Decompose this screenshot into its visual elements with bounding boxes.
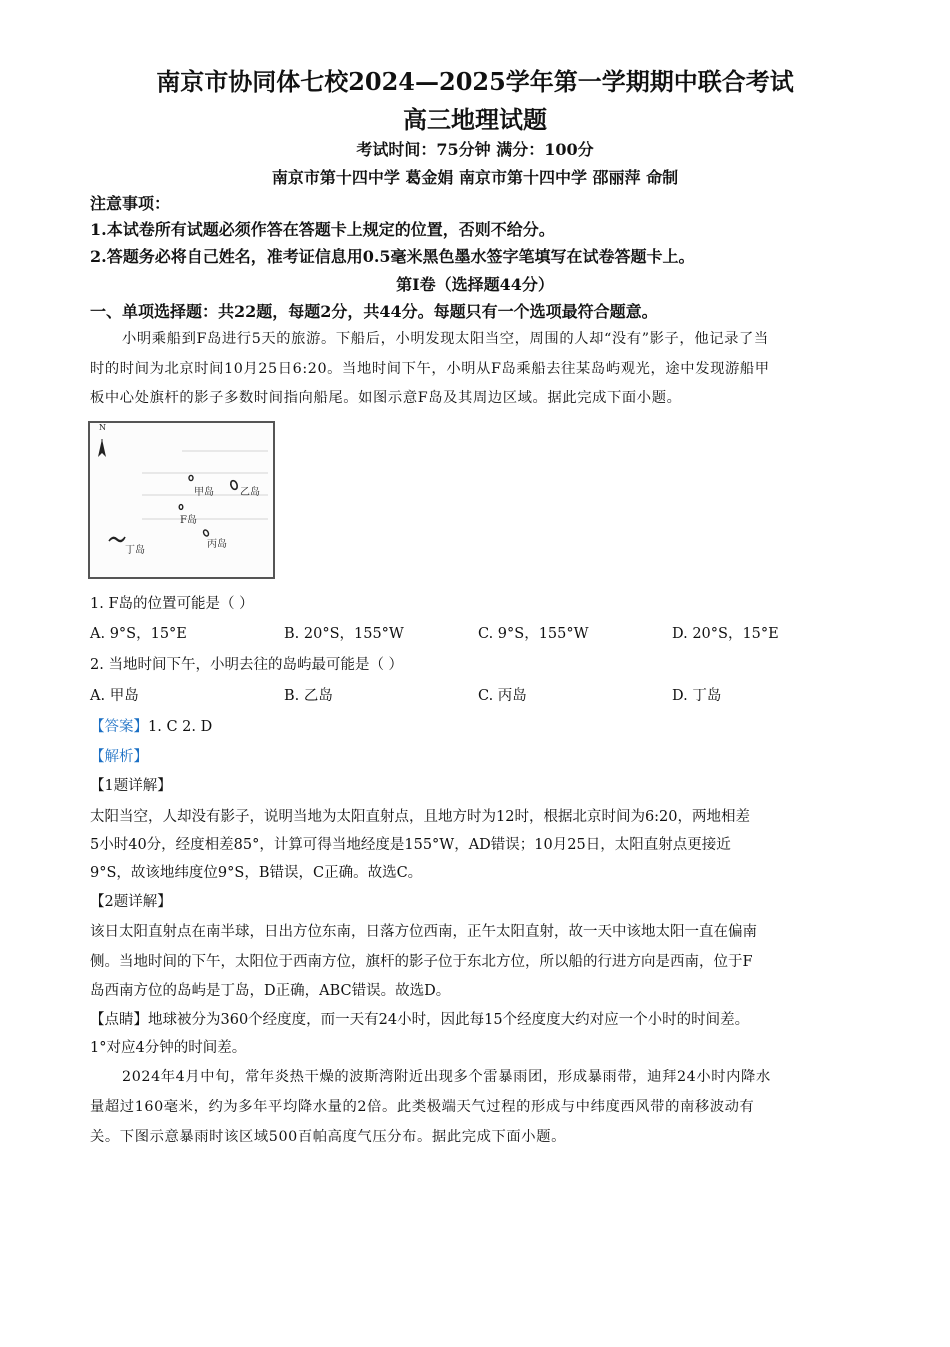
island-f-shape: [179, 505, 183, 510]
q1-stem: 1. F岛的位置可能是（ ）: [90, 596, 254, 612]
q2-stem: 2. 当地时间下午，小明去往的岛屿最可能是（ ）: [90, 657, 404, 673]
exam-authors: 南京市第十四中学 葛金娟 南京市第十四中学 邵丽萍 命制: [271, 168, 679, 187]
island-ding-shape: [109, 537, 125, 541]
detail2-line-2: 侧。当地时间的下午，太阳位于西南方位，旗杆的影子位于东北方位，所以船的行进方向是西南，位于F: [90, 954, 753, 970]
island-label-f: F岛: [180, 515, 197, 526]
q1-option-b: B. 20°S，155°W: [284, 626, 404, 642]
detail1-line-3: 9°S，故该地纬度位9°S，B错误，C正确。故选C。: [90, 865, 423, 881]
notice-item-1: 1.本试卷所有试题必须作答在答题卡上规定的位置，否则不给分。: [90, 220, 555, 239]
detail1-heading: 【1题详解】: [90, 778, 172, 794]
detail2-heading: 【2题详解】: [90, 894, 172, 910]
notice-heading: 注意事项：: [90, 194, 171, 213]
island-map-drawing: [90, 423, 273, 577]
q2-option-d: D. 丁岛: [672, 688, 722, 704]
exam-title: 南京市协同体七校2024—2025学年第一学期期中联合考试: [156, 67, 794, 96]
detail1-line-1: 太阳当空，人却没有影子，说明当地为太阳直射点，且地方时为12时，根据北京时间为6:20，两地相差: [90, 809, 751, 825]
north-arrow-icon: [98, 439, 106, 457]
island-yi-shape: [230, 480, 239, 491]
analysis-tag: 【解析】: [90, 749, 148, 765]
q1-option-a: A. 9°S，15°E: [90, 626, 187, 642]
tip-tag: 【点睛】: [90, 1012, 148, 1028]
detail2-line-1: 该日太阳直射点在南半球，日出方位东南，日落方位西南，正午太阳直射，故一天中该地太阳一直在偏南: [90, 924, 757, 940]
passage2-line-3: 关。下图示意暴雨时该区域500百帕高度气压分布。据此完成下面小题。: [90, 1129, 566, 1145]
volume-title: 第Ⅰ卷（选择题44分）: [396, 275, 554, 294]
q1-option-d: D. 20°S，15°E: [672, 626, 779, 642]
island-label-yi: 乙岛: [240, 487, 260, 498]
tip-line-1: [90, 1008, 749, 1029]
island-map-figure: [88, 421, 275, 579]
island-label-ding: 丁岛: [125, 545, 145, 556]
detail1-line-2: 5小时40分，经度相差85°，计算可得当地经度是155°W，AD错误；10月25日，太阳直射点更接近: [90, 837, 731, 853]
passage1-line-1: 小明乘船到F岛进行5天的旅游。下船后，小明发现太阳当空，周围的人却“没有”影子，他记录了当: [122, 331, 769, 347]
part-title: 一、单项选择题：共22题，每题2分，共44分。每题只有一个选项最符合题意。: [90, 302, 658, 321]
passage1-line-2: 时的时间为北京时间10月25日6:20。当地时间下午，小明从F岛乘船去往某岛屿观光，途中发现游船甲: [90, 361, 770, 377]
notice-item-2: 2.答题务必将自己姓名，准考证信息用0.5毫米黑色墨水签字笔填写在试卷答题卡上。: [90, 247, 695, 266]
exam-info: 考试时间：75分钟 满分：100分: [356, 140, 594, 159]
q1-option-c: C. 9°S，155°W: [478, 626, 589, 642]
q2-option-b: B. 乙岛: [284, 688, 333, 704]
tip-text-1: 地球被分为360个经度度，而一天有24小时，因此每15个经度度大约对应一个小时的时间差。: [148, 1012, 750, 1028]
passage2-line-2: 量超过160毫米，约为多年平均降水量的2倍。此类极端天气过程的形成与中纬度西风带的南移波动有: [90, 1099, 755, 1115]
passage1-line-3: 板中心处旗杆的影子多数时间指向船尾。如图示意F岛及其周边区域。据此完成下面小题。: [90, 390, 682, 406]
answer-text: 1. C 2. D: [148, 719, 213, 735]
detail2-line-3: 岛西南方位的岛屿是丁岛，D正确，ABC错误。故选D。: [90, 983, 451, 999]
island-label-bing: 丙岛: [207, 539, 227, 550]
island-label-jia: 甲岛: [194, 487, 214, 498]
q2-option-c: C. 丙岛: [478, 688, 527, 704]
answer-line: [90, 715, 212, 736]
exam-subject-title: 高三地理试题: [403, 105, 547, 134]
tip-line-2: 1°对应4分钟的时间差。: [90, 1040, 247, 1056]
passage2-line-1: 2024年4月中旬，常年炎热干燥的波斯湾附近出现多个雷暴雨团，形成暴雨带，迪拜24小时内降水: [122, 1069, 771, 1085]
answer-tag: 【答案】: [90, 719, 148, 735]
north-label: N: [99, 423, 106, 432]
island-jia-shape: [189, 475, 193, 480]
q2-option-a: A. 甲岛: [90, 688, 139, 704]
